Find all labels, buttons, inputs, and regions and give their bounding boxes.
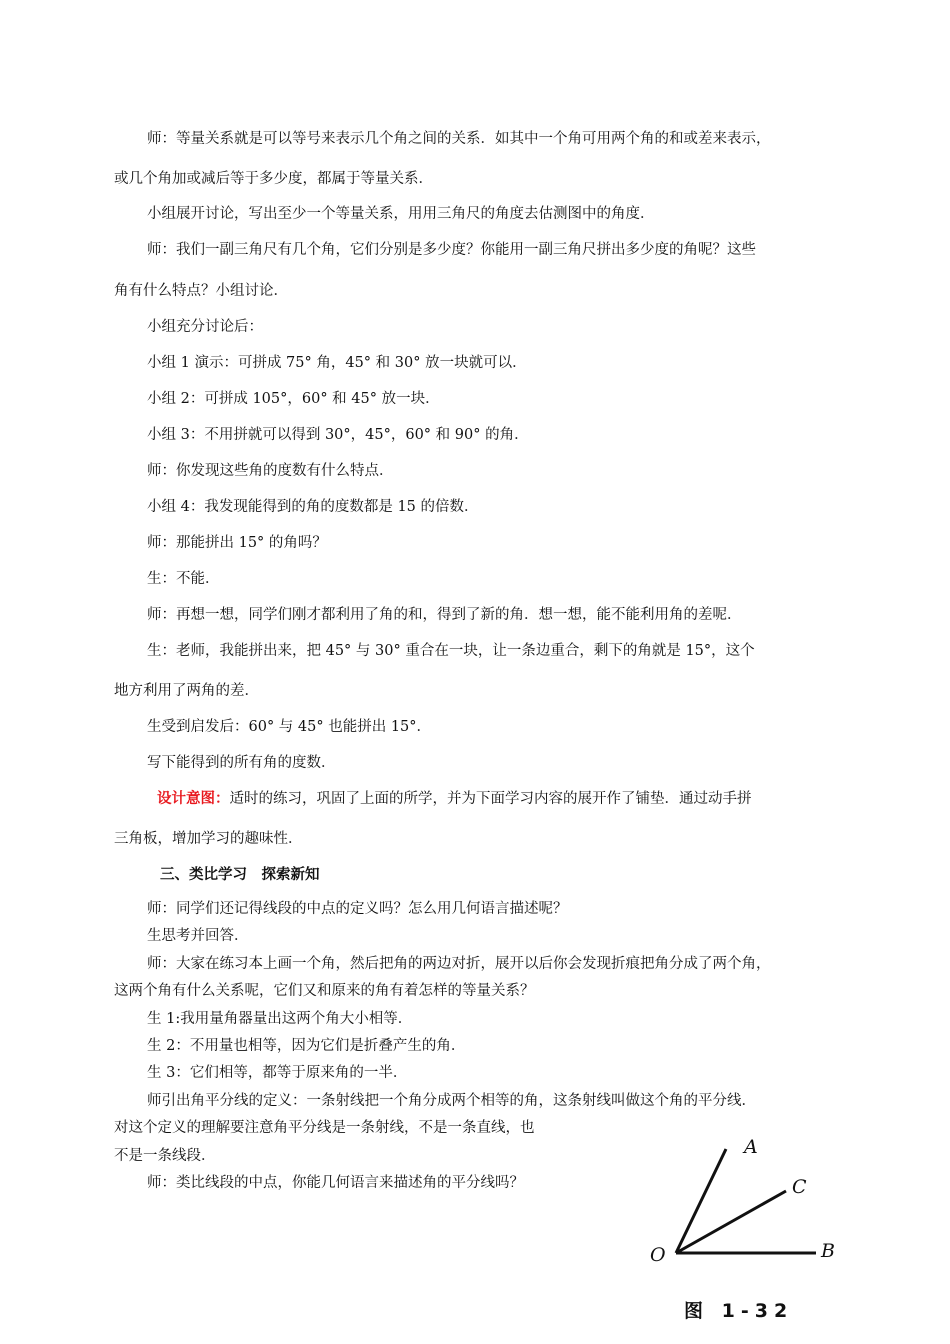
design-intent-text: 适时的练习，巩固了上面的所学，并为下面学习内容的展开作了铺垫．通过动手拼 [229, 791, 752, 807]
paragraph-line: 三角板，增加学习的趣味性． [114, 831, 303, 847]
paragraph-line: 师：再想一想，同学们刚才都利用了角的和，得到了新的角．想一想，能不能利用角的差呢． [147, 607, 742, 623]
paragraph-line: 生受到启发后：60° 与 45° 也能拼出 15°． [147, 719, 432, 735]
paragraph-line: 生：不能． [147, 571, 220, 587]
design-intent-label: 设计意图： [157, 790, 230, 807]
paragraph-line: 地方利用了两角的差． [114, 683, 259, 699]
paragraph-line: 生：老师，我能拼出来，把 45° 与 30° 重合在一块，让一条边重合，剩下的角就是 15°，这个 [147, 643, 755, 659]
paragraph-line: 小组 4：我发现能得到的角的度数都是 15 的倍数． [147, 499, 479, 515]
design-intent-line [157, 789, 752, 809]
section-heading: 三、类比学习 探索新知 [160, 866, 320, 883]
paragraph-line: 师：同学们还记得线段的中点的定义吗？怎么用几何语言描述呢？ [147, 901, 568, 917]
paragraph-line: 小组充分讨论后： [147, 319, 263, 335]
paragraph-line: 小组 1 演示：可拼成 75° 角，45° 和 30° 放一块就可以． [147, 355, 527, 371]
label-c: C [792, 1176, 807, 1198]
paragraph-line: 对这个定义的理解要注意角平分线是一条射线，不是一条直线，也 [114, 1120, 535, 1136]
paragraph-line: 生 1:我用量角器量出这两个角大小相等． [147, 1011, 413, 1027]
paragraph-line: 角有什么特点？小组讨论． [114, 283, 288, 299]
paragraph-line: 师：你发现这些角的度数有什么特点． [147, 463, 394, 479]
paragraph-line: 生 2：不用量也相等，因为它们是折叠产生的角． [147, 1038, 466, 1054]
paragraph-line: 这两个角有什么关系呢，它们又和原来的角有着怎样的等量关系？ [114, 983, 535, 999]
paragraph-line: 小组 2：可拼成 105°，60° 和 45° 放一块． [147, 391, 440, 407]
paragraph-line: 师：大家在练习本上画一个角，然后把角的两边对折，展开以后你会发现折痕把角分成了两个角， [147, 956, 771, 972]
paragraph-line: 写下能得到的所有角的度数． [147, 755, 336, 771]
figure-caption: 图 1-32 [684, 1300, 794, 1322]
paragraph-line: 小组 3：不用拼就可以得到 30°，45°，60° 和 90° 的角． [147, 427, 529, 443]
paragraph-line: 师：等量关系就是可以等号来表示几个角之间的关系．如其中一个角可用两个角的和或差来表示， [147, 131, 771, 147]
paragraph-line: 师：我们一副三角尺有几个角，它们分别是多少度？你能用一副三角尺拼出多少度的角呢？这些 [147, 242, 756, 258]
paragraph-line: 生 3：它们相等，都等于原来角的一半． [147, 1065, 408, 1081]
paragraph-line: 师：那能拼出 15° 的角吗？ [147, 535, 327, 551]
label-a: A [744, 1136, 758, 1158]
paragraph-line: 师：类比线段的中点，你能几何语言来描述角的平分线吗？ [147, 1175, 524, 1191]
paragraph-line: 生思考并回答． [147, 928, 249, 944]
paragraph-line: 师引出角平分线的定义：一条射线把一个角分成两个相等的角，这条射线叫做这个角的平分线． [147, 1093, 756, 1109]
label-o: O [650, 1244, 666, 1266]
label-b: B [821, 1240, 835, 1262]
paragraph-line: 小组展开讨论，写出至少一个等量关系，用用三角尺的角度去估测图中的角度． [147, 206, 655, 222]
paragraph-line: 或几个角加或减后等于多少度，都属于等量关系． [114, 171, 433, 187]
paragraph-line: 不是一条线段． [114, 1148, 216, 1164]
